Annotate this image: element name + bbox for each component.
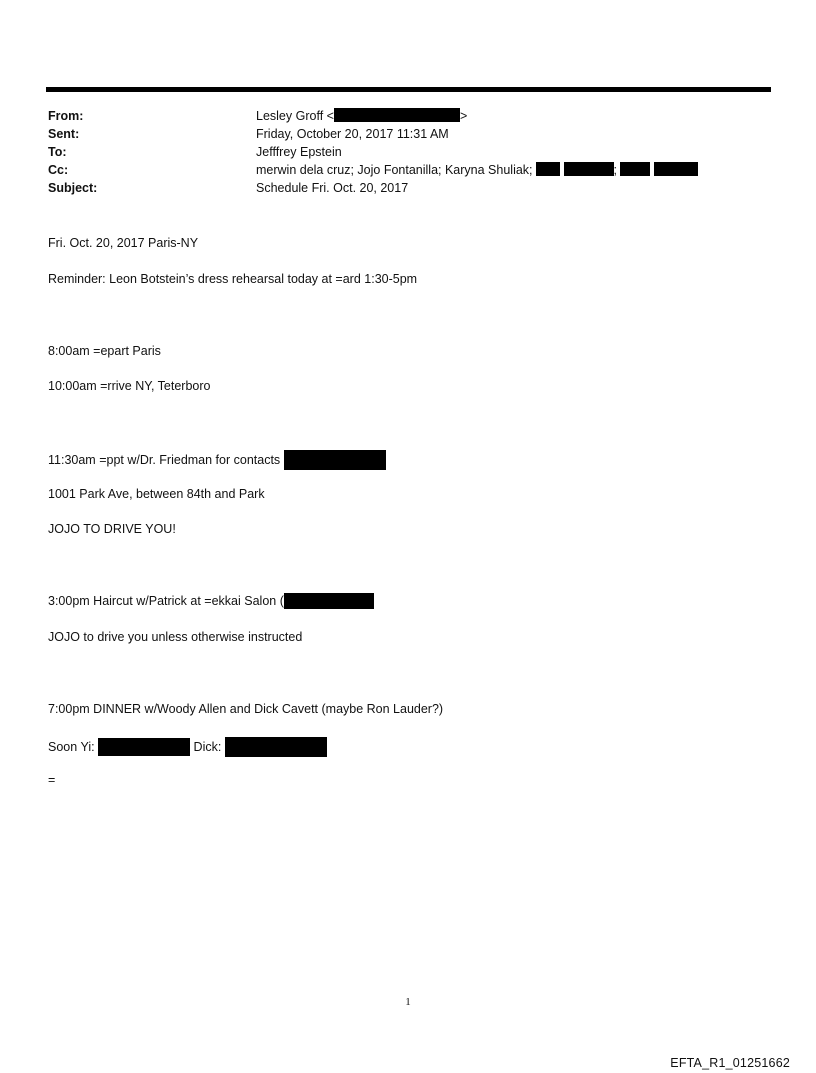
sent-label: Sent: bbox=[48, 127, 80, 141]
soon-yi-label: Soon Yi: bbox=[48, 740, 95, 754]
body-line: JOJO TO DRIVE YOU! bbox=[48, 522, 176, 536]
appointment-text: 11:30am =ppt w/Dr. Friedman for contacts bbox=[48, 453, 281, 467]
haircut-text: 3:00pm Haircut w/Patrick at =ekkai Salon ( bbox=[48, 594, 284, 608]
redaction-box bbox=[225, 737, 327, 757]
from-value bbox=[256, 107, 467, 125]
header-rule bbox=[46, 87, 771, 92]
body-line: Fri. Oct. 20, 2017 Paris-NY bbox=[48, 236, 199, 250]
redaction-box bbox=[654, 162, 698, 176]
page-number: 1 bbox=[405, 996, 411, 1008]
redaction-box bbox=[98, 738, 190, 756]
cc-value bbox=[256, 161, 698, 179]
to-label: To: bbox=[48, 145, 67, 159]
subject-label: Subject: bbox=[48, 181, 98, 195]
cc-names: merwin dela cruz; Jojo Fontanilla; Karyna Shuliak; bbox=[256, 163, 533, 177]
cc-separator: ; bbox=[613, 163, 617, 177]
body-line: JOJO to drive you unless otherwise instructed bbox=[48, 630, 303, 644]
cc-label: Cc: bbox=[48, 163, 69, 177]
body-line-appointment bbox=[48, 450, 386, 470]
body-line: Reminder: Leon Botstein’s dress rehearsal today at =ard 1:30-5pm bbox=[48, 272, 418, 286]
redaction-box bbox=[284, 593, 374, 609]
from-name: Lesley Groff < bbox=[256, 109, 334, 123]
sent-value: Friday, October 20, 2017 11:31 AM bbox=[256, 127, 449, 141]
body-line-contacts bbox=[48, 737, 327, 757]
body-line-haircut bbox=[48, 593, 374, 609]
from-close: > bbox=[459, 109, 468, 123]
body-line: 10:00am =rrive NY, Teterboro bbox=[48, 379, 211, 393]
redaction-box bbox=[334, 108, 460, 122]
redaction-box bbox=[564, 162, 614, 176]
dick-label: Dick: bbox=[193, 740, 222, 754]
redaction-box bbox=[284, 450, 386, 470]
redaction-box bbox=[620, 162, 650, 176]
redaction-box bbox=[536, 162, 560, 176]
from-label: From: bbox=[48, 109, 84, 123]
body-line: 7:00pm DINNER w/Woody Allen and Dick Cavett (maybe Ron Lauder?) bbox=[48, 702, 444, 716]
body-line: = bbox=[48, 773, 56, 787]
body-line: 8:00am =epart Paris bbox=[48, 344, 161, 358]
to-value: Jefffrey Epstein bbox=[256, 145, 342, 159]
body-line: 1001 Park Ave, between 84th and Park bbox=[48, 487, 265, 501]
bates-number: EFTA_R1_01251662 bbox=[670, 1056, 790, 1070]
subject-value: Schedule Fri. Oct. 20, 2017 bbox=[256, 181, 409, 195]
